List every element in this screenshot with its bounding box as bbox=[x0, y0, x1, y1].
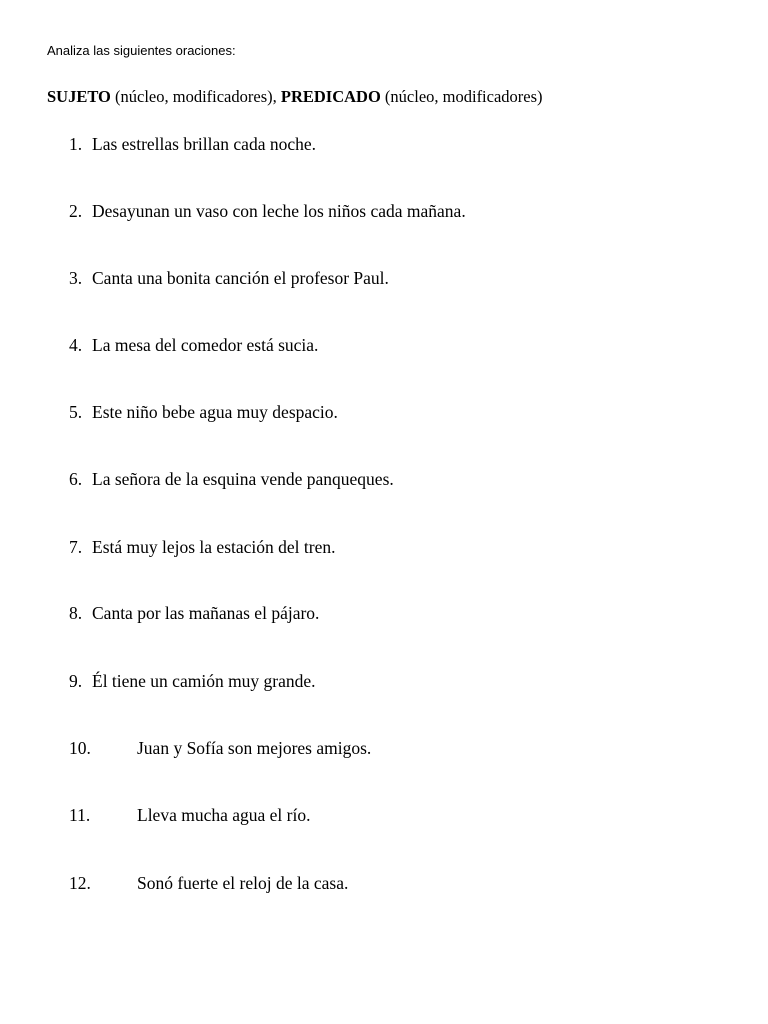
item-number: 3. bbox=[69, 268, 83, 288]
item-number: 9. bbox=[69, 671, 83, 691]
item-number: 6. bbox=[69, 469, 83, 489]
item-number: 5. bbox=[69, 402, 83, 422]
analysis-heading bbox=[47, 87, 543, 107]
sentence-text: Canta una bonita canción el profesor Paul. bbox=[92, 268, 389, 288]
item-number: 4. bbox=[69, 335, 83, 355]
item-number: 10. bbox=[69, 738, 91, 758]
sentence-text: Sonó fuerte el reloj de la casa. bbox=[137, 873, 349, 893]
item-number: 8. bbox=[69, 603, 83, 623]
sujeto-label: SUJETO bbox=[47, 87, 111, 106]
predicado-label: PREDICADO bbox=[280, 87, 381, 106]
item-number: 11. bbox=[69, 805, 91, 825]
instructions-text: Analiza las siguientes oraciones: bbox=[47, 43, 236, 58]
item-number: 7. bbox=[69, 537, 83, 557]
predicado-detail: (núcleo, modificadores) bbox=[380, 87, 543, 106]
sentence-text: Está muy lejos la estación del tren. bbox=[92, 537, 336, 557]
item-number: 2. bbox=[69, 201, 83, 221]
sentence-text: Desayunan un vaso con leche los niños cada mañana. bbox=[92, 201, 466, 221]
sujeto-detail: (núcleo, modificadores), bbox=[110, 87, 281, 106]
item-number: 1. bbox=[69, 134, 83, 154]
sentence-text: Lleva mucha agua el río. bbox=[137, 805, 311, 825]
item-number: 12. bbox=[69, 873, 91, 893]
sentence-text: Las estrellas brillan cada noche. bbox=[92, 134, 316, 154]
sentence-text: Juan y Sofía son mejores amigos. bbox=[137, 738, 372, 758]
sentence-text: Él tiene un camión muy grande. bbox=[92, 671, 316, 691]
sentence-text: Este niño bebe agua muy despacio. bbox=[92, 402, 338, 422]
sentence-text: La señora de la esquina vende panqueques. bbox=[92, 469, 394, 489]
sentence-text: La mesa del comedor está sucia. bbox=[92, 335, 319, 355]
sentence-text: Canta por las mañanas el pájaro. bbox=[92, 603, 320, 623]
